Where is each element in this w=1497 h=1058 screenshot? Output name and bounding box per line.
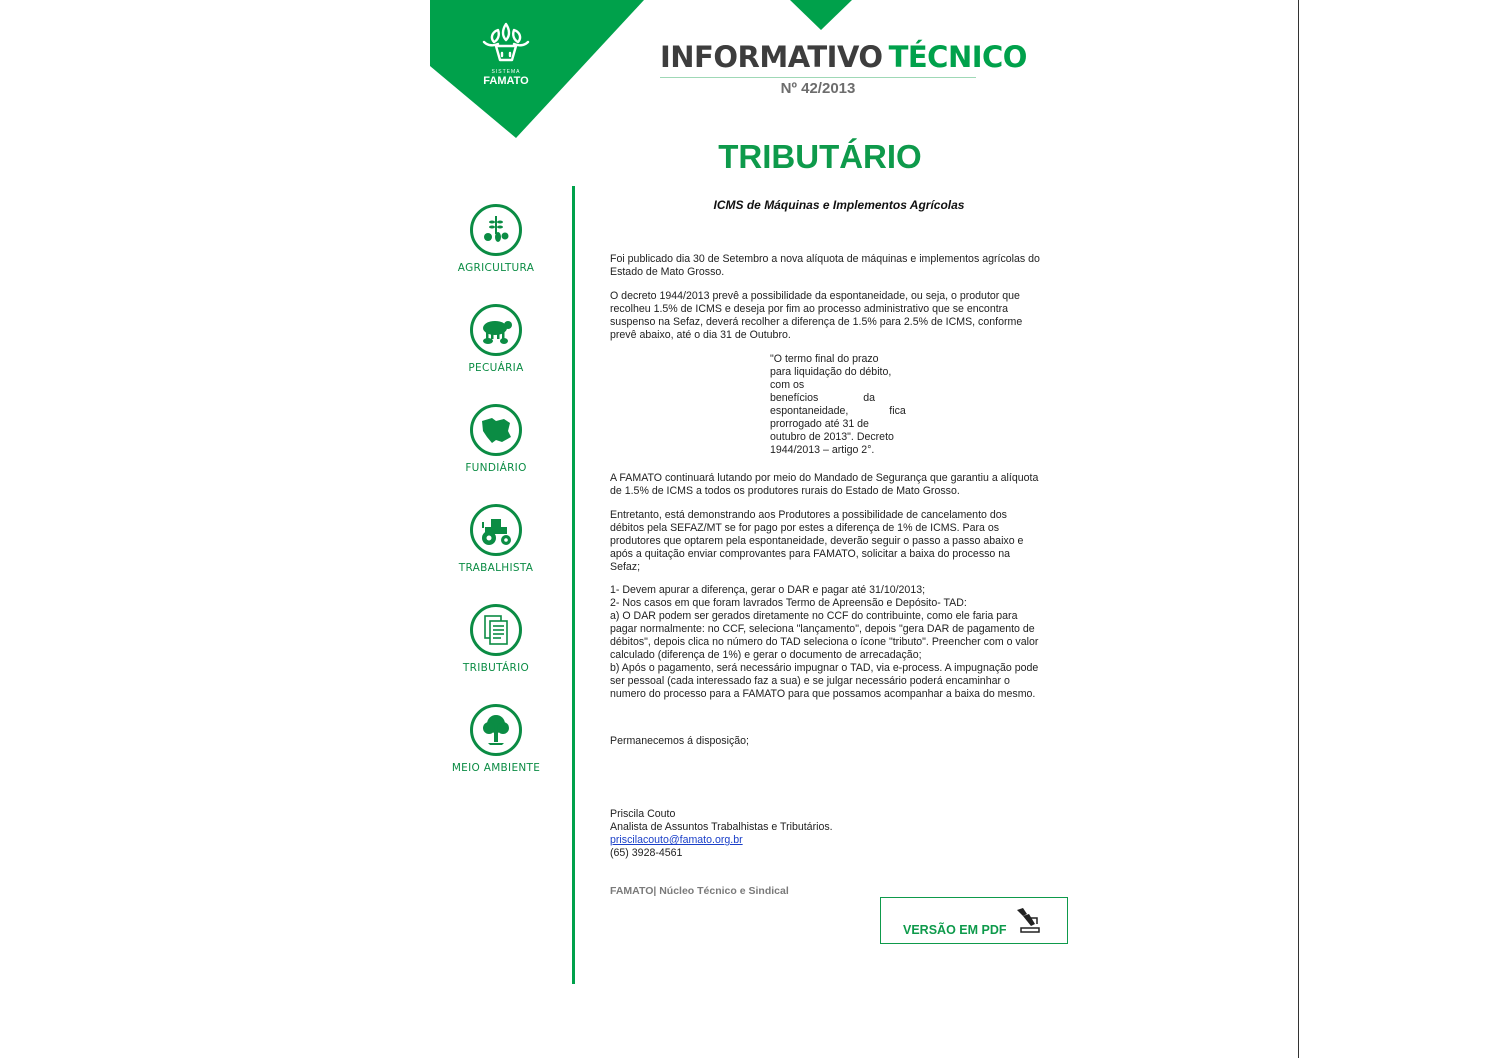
text-line: 2- Nos casos em que foram lavrados Termo de Apreensão e Depósito- TAD: <box>610 597 967 609</box>
closing-line: Permanecemos á disposição; <box>610 735 749 747</box>
sidebar-item-label: TRIBUTÁRIO <box>462 662 530 674</box>
pdf-download-icon <box>1013 906 1043 934</box>
sidebar-item-label: AGRICULTURA <box>457 262 535 274</box>
paragraph-steps <box>610 584 1068 701</box>
livestock-circle <box>470 304 522 356</box>
paragraph-decree <box>610 290 1068 342</box>
text-line: a) O DAR podem ser gerados diretamente no CCF do contribuinte, como ele faria para <box>610 610 1018 622</box>
signature-block <box>610 808 833 860</box>
signature-name: Priscila Couto <box>610 808 676 820</box>
logo-subtext: SISTEMA <box>491 69 521 75</box>
sidebar-item-meio-ambiente[interactable] <box>448 704 544 774</box>
sidebar-item-label: MEIO AMBIENTE <box>451 762 541 774</box>
page-edge-rule <box>1298 0 1299 1058</box>
sidebar-item-tributario[interactable] <box>448 604 544 674</box>
sidebar-item-label: FUNDIÁRIO <box>465 462 527 474</box>
signature-role: Analista de Assuntos Trabalhistas e Tributários. <box>610 821 833 833</box>
sidebar-item-label: PECUÁRIA <box>468 362 524 374</box>
famato-logo <box>478 20 534 87</box>
title-underline <box>660 77 976 78</box>
text-line: de 1.5% de ICMS a todos os produtores rurais do Estado de Mato Grosso. <box>610 485 960 497</box>
sidebar-item-agricultura[interactable] <box>448 204 544 274</box>
environment-circle <box>470 704 522 756</box>
footer-organization: FAMATO| Núcleo Técnico e Sindical <box>610 885 789 897</box>
signature-email-link[interactable]: priscilacouto@famato.org.br <box>610 834 743 846</box>
page-title <box>660 40 1027 74</box>
section-title: TRIBUTÁRIO <box>718 138 922 175</box>
text-line: O decreto 1944/2013 prevê a possibilidade da espontaneidade, ou seja, o produtor que <box>610 290 1020 302</box>
paragraph-publication <box>610 253 1068 279</box>
text-line: Estado de Mato Grosso. <box>610 266 725 278</box>
text-line: produtores que optarem pela espontaneidade, deverão seguir o passo a passo abaixo e <box>610 535 1024 547</box>
logo-banner <box>430 0 644 138</box>
document-title: ICMS de Máquinas e Implementos Agrícolas <box>713 198 965 212</box>
text-line: débitos", depois clica no número do TAD seleciona o ícone "tributo". Preencher com o valor <box>610 636 1039 648</box>
tax-circle <box>470 604 522 656</box>
sidebar-item-pecuaria[interactable] <box>448 304 544 374</box>
decree-quote <box>770 353 908 457</box>
signature-phone: (65) 3928-4561 <box>610 847 683 859</box>
labor-circle <box>470 504 522 556</box>
text-line: recolheu 1.5% de ICMS e deseja por fim ao processo administrativo que se encontra <box>610 303 1009 315</box>
text-line: com os <box>770 379 805 391</box>
livestock-icon <box>477 313 515 347</box>
text-line: para liquidação do débito, <box>770 366 892 378</box>
agriculture-icon <box>478 212 514 248</box>
documents-icon <box>479 612 513 648</box>
sidebar-divider <box>572 186 575 984</box>
header-decor-triangle <box>790 0 852 30</box>
text-line: b) Após o pagamento, será necessário impugnar o TAD, via e-process. A impugnação pode <box>610 662 1039 674</box>
text-line: prorrogado até 31 de <box>770 418 869 430</box>
tractor-icon <box>477 513 515 547</box>
sidebar-item-label: TRABALHISTA <box>458 562 534 574</box>
sidebar-item-fundiario[interactable] <box>448 404 544 474</box>
logo-text: FAMATO <box>483 75 529 87</box>
text-line: ser pessoal (cada interessado faz a sua) e se julgar necessário poderá encaminhar o <box>610 675 1010 687</box>
paragraph-mandado <box>610 472 1068 498</box>
tree-icon <box>478 712 514 748</box>
text-line: "O termo final do prazo <box>770 353 879 365</box>
paragraph-cancelamento <box>610 509 1068 574</box>
sidebar-item-trabalhista[interactable] <box>448 504 544 574</box>
text-line: 1944/2013 – artigo 2°. <box>770 444 875 456</box>
text-line: Sefaz; <box>610 561 641 573</box>
text-line: outubro de 2013". Decreto <box>770 431 894 443</box>
land-map-icon <box>478 413 514 447</box>
text-line: benefícios da <box>770 392 876 404</box>
text-line: débitos pela SEFAZ/MT se for pago por estes a diferença de 1% de ICMS. Para os <box>610 522 1000 534</box>
agriculture-circle <box>470 204 522 256</box>
text-line: após a quitação enviar comprovantes para FAMATO, solicitar a baixa do processo na <box>610 548 1011 560</box>
text-line: calculado (diferença de 1%) e gerar o documento de arrecadação; <box>610 649 922 661</box>
logo-bull-icon <box>478 20 534 66</box>
land-circle <box>470 404 522 456</box>
text-line: A FAMATO continuará lutando por meio do Mandado de Segurança que garantiu a alíquota <box>610 472 1039 484</box>
text-line: 1- Devem apurar a diferença, gerar o DAR e pagar até 31/10/2013; <box>610 584 926 596</box>
issue-number: Nº 42/2013 <box>780 80 856 97</box>
text-line: suspenso na Sefaz, deverá recolher a diferença de 1.5% para 2.5% de ICMS, conforme <box>610 316 1023 328</box>
text-line: pagar normalmente: no CCF, seleciona "lançamento", depois "gera DAR de pagamento de <box>610 623 1035 635</box>
text-line: Foi publicado dia 30 de Setembro a nova alíquota de máquinas e implementos agrícolas do <box>610 253 1040 265</box>
pdf-version-button[interactable] <box>880 897 1068 944</box>
title-word-tecnico: TÉCNICO <box>888 40 1027 74</box>
text-line: numero do processo para a FAMATO para que possamos acompanhar a baixa do mesmo. <box>610 688 1036 700</box>
text-line: prevê abaixo, até o dia 31 de Outubro. <box>610 329 791 341</box>
pdf-version-label: VERSÃO EM PDF <box>903 923 1007 937</box>
text-line: espontaneidade, fica <box>770 405 906 417</box>
text-line: Entretanto, está demonstrando aos Produtores a possibilidade de cancelamento dos <box>610 509 1007 521</box>
title-word-informativo: INFORMATIVO <box>660 40 883 74</box>
